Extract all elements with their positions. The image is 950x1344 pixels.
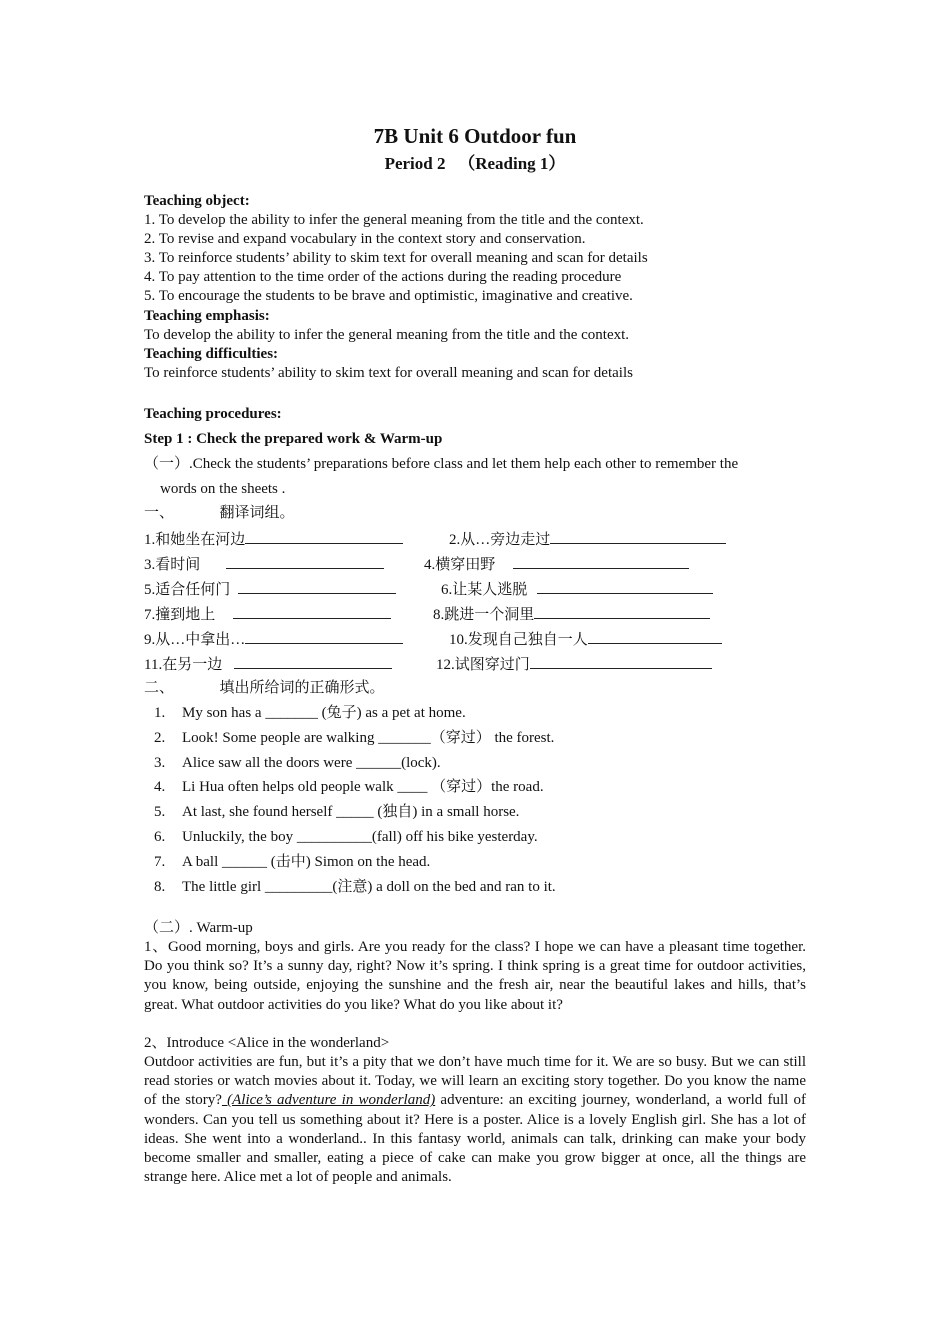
fill-item: 4. Li Hua often helps old people walk ____ （穿过）the road. — [154, 779, 544, 795]
teaching-emphasis-text: To develop the ability to infer the general meaning from the title and the context. — [144, 327, 630, 343]
warmup-2-heading: 2、Introduce <Alice in the wonderland> — [144, 1035, 390, 1051]
section1-header — [144, 504, 295, 523]
answer-blank[interactable] — [588, 629, 722, 644]
document-subtitle: Period 2 （Reading 1） — [384, 154, 566, 173]
section2-header — [144, 679, 385, 698]
section1-title: 翻译词组。 — [219, 505, 295, 521]
translate-item: 8.跳进一个洞里 — [433, 604, 710, 625]
answer-blank[interactable] — [530, 654, 712, 669]
teaching-object-heading: Teaching object: — [144, 193, 250, 209]
translate-item: 4.横穿田野 — [424, 554, 689, 575]
answer-blank[interactable] — [238, 579, 396, 594]
part1-instruction: （一）.Check the students’ preparations before class and let them help each other to remember the — [144, 456, 739, 472]
part1-instruction-cont: words on the sheets . — [160, 481, 286, 497]
document-title: 7B Unit 6 Outdoor fun — [373, 124, 577, 148]
fill-item: 2. Look! Some people are walking _______（穿过） the forest. — [154, 730, 555, 746]
objective-item: 2. To revise and expand vocabulary in the context story and conservation. — [144, 231, 586, 247]
fill-item: 1. My son has a _______ (兔子) as a pet at home. — [154, 705, 466, 721]
answer-blank[interactable] — [534, 604, 710, 619]
objective-item: 3. To reinforce students’ ability to skim text for overall meaning and scan for details — [144, 250, 648, 266]
answer-blank[interactable] — [233, 604, 391, 619]
objective-item: 5. To encourage the students to be brave and optimistic, imaginative and creative. — [144, 288, 633, 304]
fill-item: 7. A ball ______ (击中) Simon on the head. — [154, 854, 431, 870]
translate-item: 9.从…中拿出… — [144, 629, 403, 650]
section2-title: 填出所给词的正确形式。 — [219, 680, 385, 696]
objective-item: 4. To pay attention to the time order of the actions during the reading procedure — [144, 269, 622, 285]
answer-blank[interactable] — [550, 529, 726, 544]
translate-item: 7.撞到地上 — [144, 604, 391, 625]
fill-item: 3. Alice saw all the doors were ______(lock). — [154, 755, 441, 771]
translate-item: 3.看时间 — [144, 554, 384, 575]
fill-item: 6. Unluckily, the boy __________(fall) off his bike yesterday. — [154, 829, 538, 845]
answer-blank[interactable] — [513, 554, 689, 569]
answer-blank[interactable] — [234, 654, 392, 669]
fill-item: 8. The little girl _________(注意) a doll on the bed and ran to it. — [154, 879, 556, 895]
translate-item: 2.从…旁边走过 — [449, 529, 726, 550]
warmup-paragraph-1: 1、Good morning, boys and girls. Are you ready for the class? I hope we can have a pleasant time together. Do you think so? It’s a sunny day, right? Now it’s spring. I think spring is a great time for outdoor activities, you know, being outside, enjoying the sunshine and the fresh air, near the beautiful lakes and hills, that’s great. What outdoor activities do you like? What do you like about it? — [144, 939, 806, 1013]
fill-item: 5. At last, she found herself _____ (独自) in a small horse. — [154, 804, 520, 820]
translate-item: 6.让某人逃脱 — [441, 579, 713, 600]
teaching-emphasis-heading: Teaching emphasis: — [144, 308, 270, 324]
answer-blank[interactable] — [537, 579, 713, 594]
warmup-paragraph-2: Outdoor activities are fun, but it’s a pity that we don’t have much time for it. We are so busy. But we can still read stories or watch movies about it. Today, we will learn an exciting story together. Do you know the name of the story? (Alice’s adventure in wonderland) adventure: an exciting journey, wonderland, a world full of wonders. Can you tell us something about it? Here is a poster. Alice is a lovely English girl. She has a lot of ideas. She went into a wonderland.. In this fantasy world, animals can talk, drinking can make your body become smaller and smaller, eating a piece of cake can make you grow bigger at once, all the things are strange here. Alice met a lot of people and animals. — [144, 1054, 806, 1186]
answer-blank[interactable] — [245, 529, 403, 544]
objective-item: 1. To develop the ability to infer the general meaning from the title and the context. — [144, 212, 644, 228]
translate-item: 10.发现自己独自一人 — [449, 629, 722, 650]
translate-item: 11.在另一边 — [144, 654, 392, 675]
story-title-link: (Alice’s adventure in wonderland) — [221, 1092, 436, 1109]
teaching-difficulties-heading: Teaching difficulties: — [144, 346, 279, 362]
teaching-difficulties-text: To reinforce students’ ability to skim text for overall meaning and scan for details — [144, 365, 633, 381]
translate-item: 5.适合任何门 — [144, 579, 396, 600]
translate-item: 12.试图穿过门 — [436, 654, 712, 675]
section2-label: 二、 — [144, 680, 175, 696]
answer-blank[interactable] — [226, 554, 384, 569]
translate-item: 1.和她坐在河边 — [144, 529, 403, 550]
step1-heading: Step 1 : Check the prepared work & Warm-up — [144, 431, 443, 447]
answer-blank[interactable] — [245, 629, 403, 644]
procedures-heading: Teaching procedures: — [144, 406, 282, 422]
section1-label: 一、 — [144, 505, 175, 521]
warmup-heading: （二）. Warm-up — [144, 920, 253, 936]
